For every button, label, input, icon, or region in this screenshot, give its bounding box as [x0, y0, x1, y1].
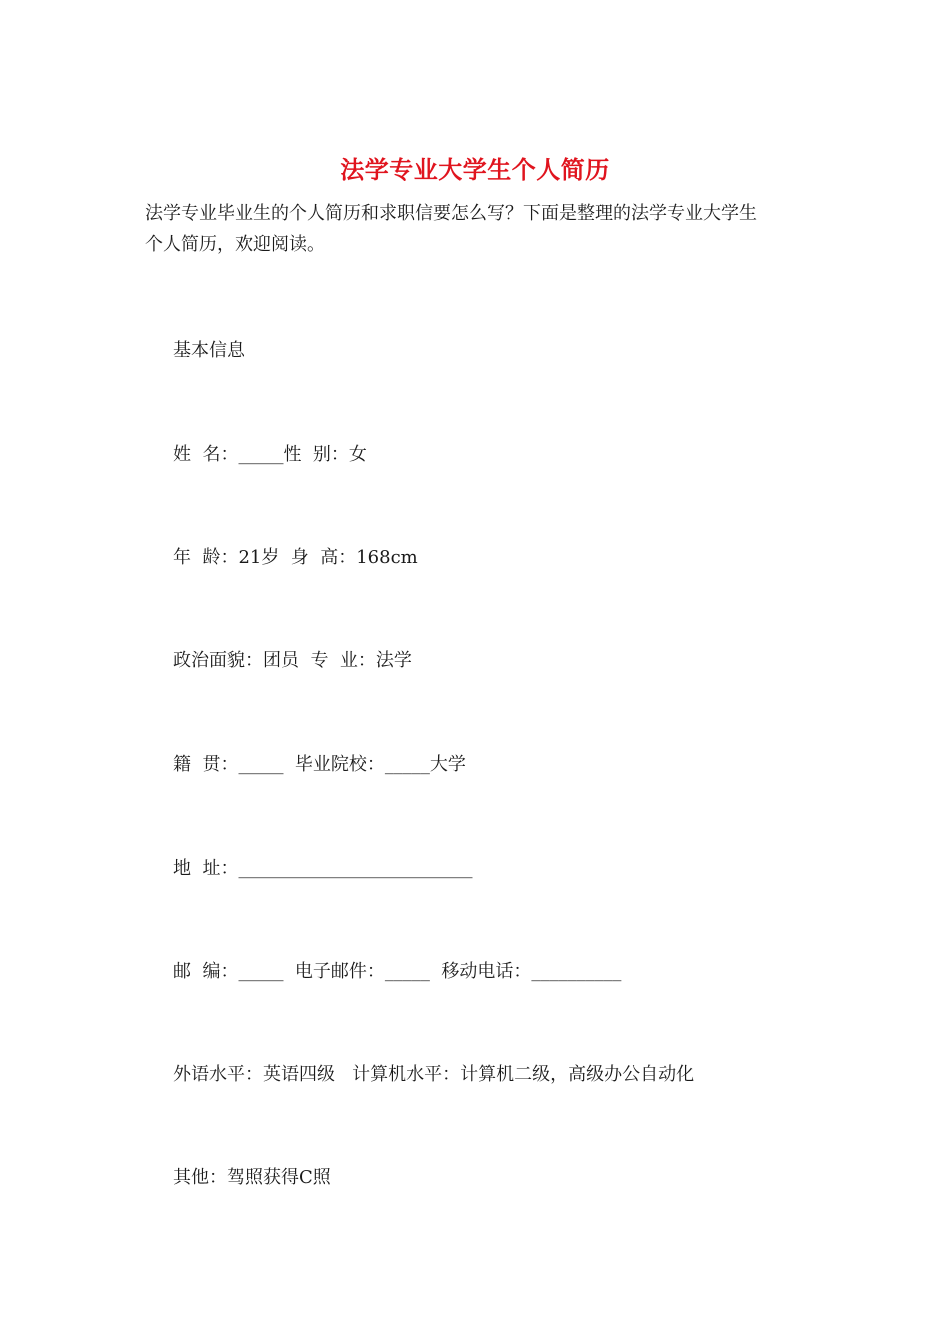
field-skills: 外语水平：英语四级 计算机水平：计算机二级，高级办公自动化 [173, 1064, 695, 1085]
field-name-gender: 姓 名：_____性 别：女 [173, 444, 367, 465]
intro-line: 个人简历，欢迎阅读。 [145, 234, 325, 255]
field-contact: 邮 编：_____ 电子邮件：_____ 移动电话：__________ [173, 961, 622, 982]
field-origin-school: 籍 贯：_____ 毕业院校：_____大学 [173, 754, 466, 775]
field-other: 其他：驾照获得C照 [173, 1167, 331, 1188]
section-heading: 基本信息 [173, 340, 245, 361]
field-politics-major: 政治面貌：团员 专 业：法学 [173, 650, 412, 671]
field-address: 地 址：__________________________ [173, 858, 473, 879]
intro-paragraph [145, 198, 810, 260]
document-title: 法学专业大学生个人简历 [340, 155, 610, 184]
field-age-height: 年 龄：21岁 身 高：168cm [173, 547, 418, 568]
intro-line: 法学专业毕业生的个人简历和求职信要怎么写？下面是整理的法学专业大学生 [145, 203, 757, 224]
